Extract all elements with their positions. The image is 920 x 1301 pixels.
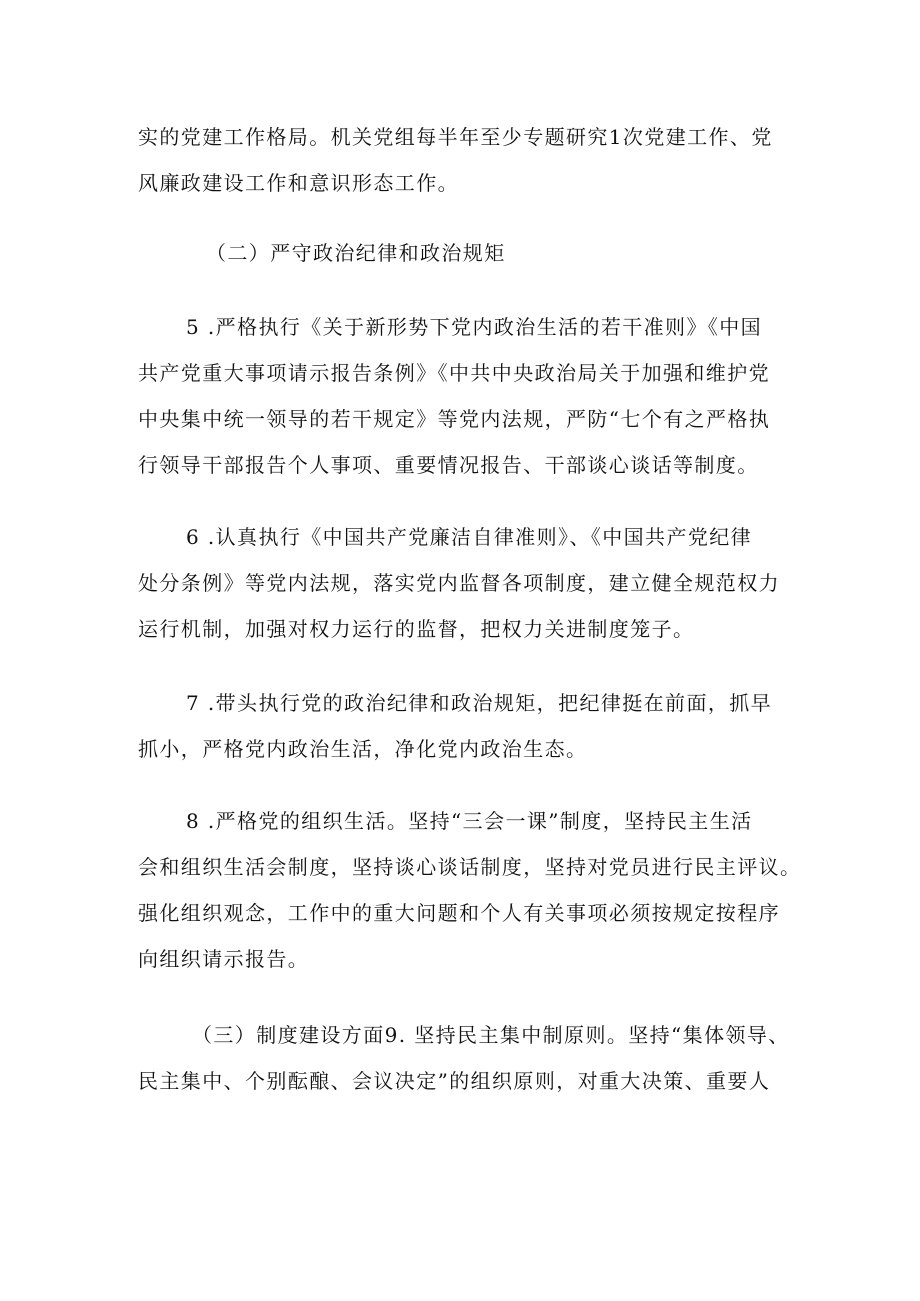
paragraph-line: 运行机制，加强对权力运行的监督，把权力关进制度笼子。 <box>138 617 695 641</box>
section-three-paragraph <box>138 1012 790 1104</box>
paragraph-line: 共产党重大事项请示报告条例》《中共中央政治局关于加强和维护党 <box>138 361 770 385</box>
paragraph-line: 行领导干部报告个人事项、重要情况报告、干部谈心谈话等制度。 <box>138 453 759 477</box>
item-8-paragraph <box>138 798 802 982</box>
paragraph-line: 实的党建工作格局。机关党组每半年至少专题研究1次党建工作、党 <box>138 125 773 149</box>
paragraph-line: 8 .严格党的组织生活。坚持“三会一课”制度，坚持民主生活 <box>186 809 753 833</box>
paragraph-line: 向组织请示报告。 <box>138 947 310 971</box>
paragraph-line: （三）制度建设方面9. 坚持民主集中制原则。坚持“集体领导、 <box>192 1023 790 1047</box>
paragraph-line: 中央集中统一领导的若干规定》等党内法规，严防“七个有之严格执 <box>138 407 771 431</box>
item-7-paragraph <box>138 680 786 772</box>
paragraph-line: 抓小，严格党内政治生活，净化党内政治生态。 <box>138 737 588 761</box>
paragraph-line: 强化组织观念，工作中的重大问题和个人有关事项必须按规定按程序 <box>138 901 780 925</box>
item-6-paragraph <box>138 514 786 652</box>
paragraph-line: 风廉政建设工作和意识形态工作。 <box>138 171 459 195</box>
continuation-paragraph <box>138 114 786 206</box>
paragraph-line: 5 .严格执行《关于新形势下党内政治生活的若干准则》《中国 <box>186 315 763 339</box>
paragraph-line: 会和组织生活会制度，坚持谈心谈话制度，坚持对党员进行民主评议。 <box>138 855 802 879</box>
paragraph-line: 民主集中、个别酝酿、会议决定”的组织原则，对重大决策、重要人 <box>138 1069 771 1093</box>
paragraph-line: 处分条例》等党内法规，落实党内监督各项制度，建立健全规范权力 <box>138 571 780 595</box>
paragraph-line: 7 .带头执行党的政治纪律和政治规矩，把纪律挺在前面，抓早 <box>186 691 773 715</box>
section-two-heading: （二）严守政治纪律和政治规矩 <box>206 241 506 265</box>
paragraph-line: 6 .认真执行《中国共产党廉洁自律准则》、《中国共产党纪律 <box>186 525 753 549</box>
item-5-paragraph <box>138 304 786 488</box>
